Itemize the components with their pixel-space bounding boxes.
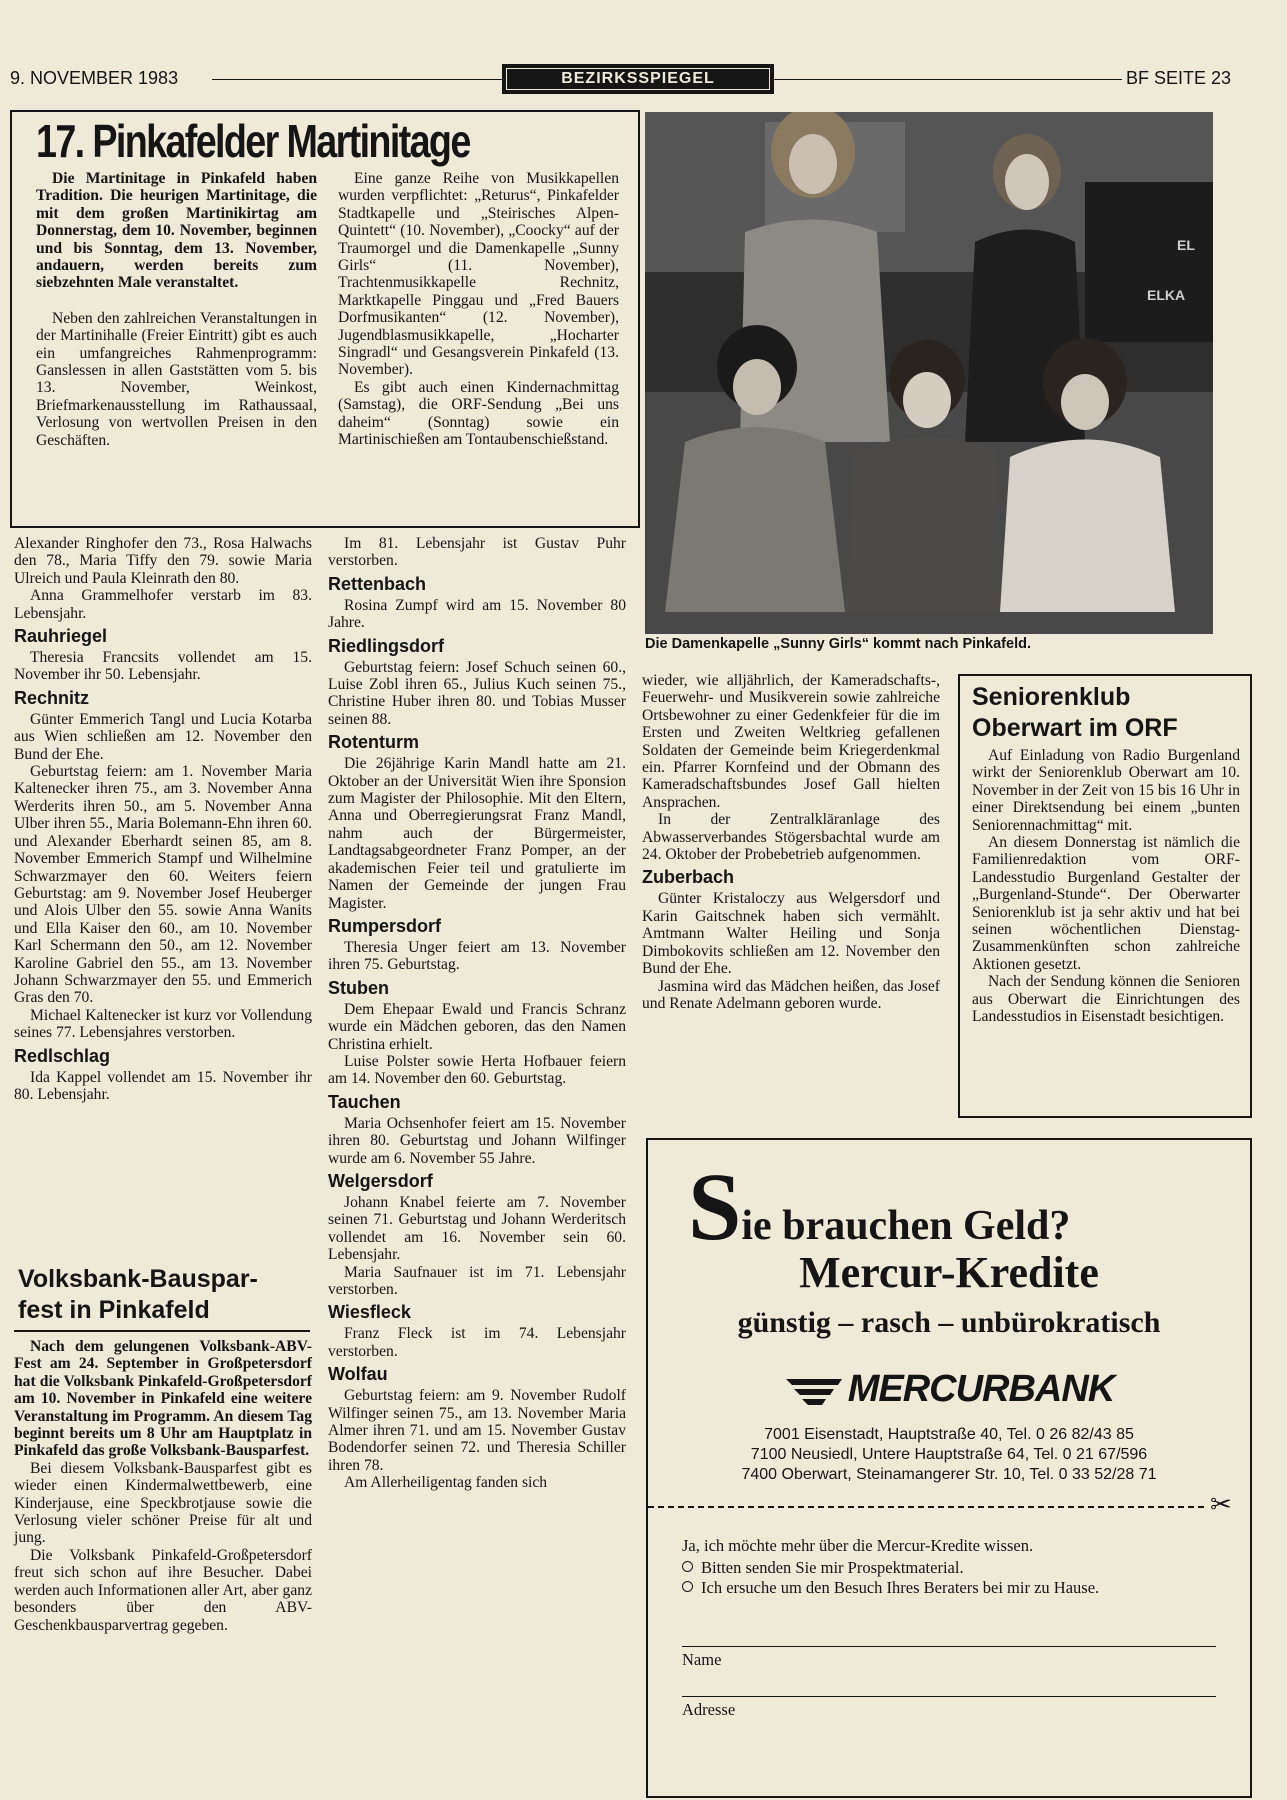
lead-article-col1 [36,170,317,449]
lead-article-title: 17. Pinkafelder Martinitage [36,115,470,167]
photo-sign-1: EL [1177,237,1195,253]
col2-intro: Im 81. Lebensjahr ist Gustav Puhr verstorben. [328,535,626,570]
text-rechnitz-2: Geburtstag feiern: am 1. November Maria Kaltenecker ihren 75., am 3. November Anna Werderits ihren 50., am 5. November Anna Ulber ihren 55., Maria Bolemann-Ehn ihren 60. und Alexander Eberhardt seinen 85, am 8. November Emmerich Stampf und Wilhelmine Schwarzmayer den 60. Weiters feiern Geburtstag: am 9. November Josef Heuberger und Alois Ulber den 55. sowie Anna Wanits und Ella Kaiser den 60., am 10. November Karl Schermann den 50., am 12. November Karoline Gabriel den 55., am 13. November Johann Schwarzmayer den 55. und Emmerich Gras den 70. [14,763,312,1007]
col3-cont-1: wieder, wie alljährlich, der Kameradschafts-, Feuerwehr- und Musikverein sowie zahlreiche Ortsbewohner zu einer Gedenkfeier für die im Ersten und Zweiten Weltkrieg gefallenen Soldaten der Gemeinde beim Kriegerdenkmal ein. Pfarrer Kornfeind und der Obmann des Kameradschaftsbundes Josef Gall hielten Ansprachen. [642,672,940,811]
senioren-p2: An diesem Donnerstag ist nämlich die Familienredaktion vom ORF-Landesstudio Burgenland Gestalter der „Burgenland-Stunde“. Der Oberwarter Seniorenklub ist ja sehr aktiv und hat bei seinen wöchentlichen Dienstag-Zusammenkünften schon zahlreiche Aktionen gesetzt. [972,834,1240,973]
volksbank-p2: Bei diesem Volksbank-Bausparfest gibt es wieder einen Kindermalwettbewerb, eine Kinderjause, eine Speckbrotjause sowie die Verlosung vieler schöner Preise für alt und jung. [14,1459,312,1547]
news-column-1 [14,535,312,1103]
heading-tauchen: Tauchen [328,1091,401,1112]
text-riedlingsdorf: Geburtstag feiern: Josef Schuch seinen 60., Luise Zobl ihren 65., Julius Kuch seinen 75., Christine Huber ihren 80. und Tobias Musser seinen 88. [328,658,626,728]
text-rauhriegel: Theresia Francsits vollendet am 15. November ihr 50. Lebensjahr. [14,649,312,684]
coupon-address-line[interactable] [682,1696,1216,1697]
volksbank-rule [14,1330,310,1332]
text-wolfau-1: Geburtstag feiern: am 9. November Rudolf Wilfinger seinen 75., am 13. November Maria Almer ihren 71. und am 15. November Gustav Bodendorfer seinen 72. und Theresia Schiller ihren 78. [328,1387,626,1474]
text-rotenturm: Die 26jährige Karin Mandl hatte am 21. Oktober an der Universität Wien ihre Sponsion zum Magister der Philosophie. Mit den Eltern, Anna und Oberregierungsrat Franz Mandl, nahm auch der Bürgermeister, Landtagsabgeordneter Franz Pomper, an der akademischen Feier teil und gratulierte im Namen der Gemeinde der jungen Frau Magister. [328,755,626,912]
senioren-title [972,682,1242,744]
coupon-option-1[interactable] [682,1558,964,1578]
lead-article-p4: Es gibt auch einen Kindernachmittag (Samstag), die ORF-Sendung „Bei uns daheim“ (Sonntag) sowie ein Martinischießen am Tontaubenschießstand. [338,378,619,449]
volksbank-title-line2: fest in Pinkafeld [18,1296,210,1324]
coupon-address-label: Adresse [682,1700,736,1719]
heading-rauhriegel: Rauhriegel [14,626,108,647]
news-column-2 [328,535,626,1492]
text-stuben-1: Dem Ehepaar Ewald und Francis Schranz wurde ein Mädchen geboren, das den Namen Christina erhielt. [328,1000,626,1053]
text-redlschlag: Ida Kappel vollendet am 15. November ihr 80. Lebensjahr. [14,1068,312,1103]
ad-address-2: 7100 Neusiedl, Untere Hauptstraße 64, Tel. 0 21 67/596 [750,1446,1148,1463]
coupon-intro: Ja, ich möchte mehr über die Mercur-Kredite wissen. [682,1536,1034,1555]
ad-headline-1 [688,1153,1228,1260]
text-zuberbach-1: Günter Kristaloczy aus Welgersdorf und Karin Gaitschnek haben sich vermählt. Amtmann Walter Heiling und Sonja Dimbokovits schließen am 12. November den Bund der Ehe. [642,890,940,978]
coupon-option-2[interactable] [682,1578,1214,1597]
heading-zuberbach: Zuberbach [642,867,735,888]
heading-welgersdorf: Welgersdorf [328,1170,433,1191]
ad-headline-1-rest: ie brauchen Geld? [741,1203,1071,1249]
band-photo-image [645,112,1213,634]
coupon-name-label: Name [682,1650,722,1669]
text-rumpersdorf: Theresia Unger feiert am 13. November ihren 75. Geburtstag. [328,938,626,974]
heading-wolfau: Wolfau [328,1364,388,1385]
senioren-title-line2: Oberwart im ORF [972,714,1178,742]
lead-article-intro: Die Martinitage in Pinkafeld haben Tradition. Die heurigen Martinitage, die mit dem großen Martinikirtag am Donnerstag, dem 10. November, beginnen und bis Sonntag, dem 13. November, andauern, werden bereits zum siebzehnten Male veranstaltet. [36,170,317,292]
heading-wiesfleck: Wiesfleck [328,1302,411,1323]
band-photo [645,112,1213,634]
senioren-title-line1: Seniorenklub [972,683,1131,711]
ad-address-1: 7001 Eisenstadt, Hauptstraße 40, Tel. 0 26 82/43 85 [764,1426,1134,1443]
mercur-ad [646,1138,1252,1798]
header-date: 9. NOVEMBER 1983 [10,68,179,88]
senioren-p1: Auf Einladung von Radio Burgenland wirkt der Seniorenklub Oberwart am 10. November in der Zeit von 15 bis 16 Uhr in einer Direktsendung bei einem „bunten Seniorennachmittag“ mit. [972,747,1240,834]
volksbank-article [14,1338,312,1634]
coupon-option-2-label: Ich ersuche um den Besuch Ihres Beraters bei mir zu Hause. [701,1578,1100,1597]
heading-stuben: Stuben [328,977,389,998]
volksbank-title [18,1264,312,1326]
heading-rumpersdorf: Rumpersdorf [328,915,442,936]
text-zuberbach-2: Jasmina wird das Mädchen heißen, das Josef und Renate Adelmann geboren wurde. [642,977,940,1012]
coupon-option-1-radio[interactable] [682,1561,693,1572]
mercurbank-logo-text: MERCURBANK [847,1368,1115,1410]
text-welgersdorf-1: Johann Knabel feierte am 7. November seinen 71. Geburtstag und Johann Werderitsch vollendet am 16. November sein 60. Lebensjahr. [328,1193,626,1264]
ad-headline-2: Mercur-Kredite [799,1248,1099,1297]
header-rule-left [212,79,502,80]
heading-redlschlag: Redlschlag [14,1045,111,1066]
band-photo-caption: Die Damenkapelle „Sunny Girls“ kommt nach Pinkafeld. [645,636,1031,652]
heading-rotenturm: Rotenturm [328,732,419,753]
coupon-option-1-label: Bitten senden Sie mir Prospektmaterial. [701,1558,964,1577]
volksbank-p3: Die Volksbank Pinkafeld-Großpetersdorf freut sich schon auf ihre Besucher. Dabei werden auch Informationen aller Art, aber ganz besonders über den ABV-Geschenkbausparvertrag gegeben. [14,1546,312,1634]
coupon-name-line[interactable] [682,1646,1216,1647]
text-rechnitz-3: Michael Kaltenecker ist kurz vor Vollendung seines 77. Lebensjahres verstorben. [14,1006,312,1042]
text-wiesfleck: Franz Fleck ist im 74. Lebensjahr verstorben. [328,1325,626,1360]
text-welgersdorf-2: Maria Saufnauer ist im 71. Lebensjahr verstorben. [328,1263,626,1298]
senioren-p3: Nach der Sendung können die Senioren aus Oberwart die Einrichtungen des Landesstudios in Eisenstadt besichtigen. [972,973,1240,1026]
header-section-label [502,64,774,94]
scissors-icon: ✂ [1210,1490,1232,1519]
header-page: BF SEITE 23 [1126,68,1232,88]
mercurbank-logo [648,1368,1250,1411]
header-section-text: BEZIRKSSPIEGEL [506,68,770,90]
text-rechnitz-1: Günter Emmerich Tangl und Lucia Kotarba aus Wien schließen am 12. November den Bund der Ehe. [14,710,312,763]
col1-intro-1: Alexander Ringhofer den 73., Rosa Halwachs den 78., Maria Tiffy den 79. sowie Maria Ulreich und Paula Kleinrath den 80. [14,535,312,587]
heading-rettenbach: Rettenbach [328,573,427,594]
ad-tagline: günstig – rasch – unbürokratisch [737,1306,1161,1339]
text-wolfau-2: Am Allerheiligentag fanden sich [344,1474,548,1492]
header-rule-right [770,79,1122,80]
col1-intro-2: Anna Grammelhofer verstarb im 83. Lebensjahr. [14,587,312,622]
news-column-3 [642,672,940,1012]
heading-riedlingsdorf: Riedlingsdorf [328,635,444,656]
lead-article-p3: Eine ganze Reihe von Musikkapellen wurden verpflichtet: „Returus“, Pinkafelder Stadtkapelle und „Steirisches Alpen-Quintett“ (10. November), „Coocky“ auf der Traumorgel und die Damenkapelle „Sunny Girls“ (11. November), Trachtenmusikkapelle Rechnitz, Marktkapelle Pinggau und „Fred Bauers Dorfmusikanten“ (12. November), Jugendblasmusikkapelle, „Hocharter Singradl“ und Gesangsverein Pinkafeld (13. November). [338,170,619,379]
lead-article-col2 [338,170,619,449]
col3-cont-2: In der Zentralkläranlage des Abwasserverbandes Stögersbachtal wurde am 24. Oktober der Probebetrieb aufgenommen. [642,811,940,864]
text-tauchen: Maria Ochsenhofer feiert am 15. November ihren 80. Geburtstag und Johann Wilfinger wurde am 6. November 55 Jahre. [328,1114,626,1167]
volksbank-lead: Nach dem gelungenen Volksbank-ABV-Fest am 24. September in Großpetersdorf hat die Volksbank Pinkafeld-Großpetersdorf am 10. November in Pinkafeld eine weitere Veranstaltung im Programm. An diesem Tag beginnt bereits um 8 Uhr am Hauptplatz in Pinkafeld das große Volksbank-Bausparfest. [14,1338,312,1460]
volksbank-title-line1: Volksbank-Bauspar- [18,1265,258,1293]
ad-address-3: 7400 Oberwart, Steinamangerer Str. 10, Tel. 0 33 52/28 71 [741,1466,1157,1483]
mercurbank-logo-mark [784,1375,844,1405]
heading-rechnitz: Rechnitz [14,687,90,708]
ad-big-initial: S [688,1153,742,1260]
photo-sign-2: ELKA [1147,287,1186,303]
text-rettenbach: Rosina Zumpf wird am 15. November 80 Jahre. [328,596,626,632]
lead-article-p2: Neben den zahlreichen Veranstaltungen in der Martinihalle (Freier Eintritt) gibt es auch ein umfangreiches Rahmenprogramm: Ganslessen in allen Gaststätten vom 5. bis 13. November, Weinkost, Briefmarkenausstellung im Rathaussaal, Verlosung von wertvollen Preisen in den Geschäften. [36,309,317,449]
senioren-article [972,747,1240,1026]
text-stuben-2: Luise Polster sowie Herta Hofbauer feiern am 14. November den 60. Geburtstag. [328,1052,626,1088]
coupon-option-2-radio[interactable] [682,1581,693,1592]
coupon-cut-line [648,1506,1204,1508]
